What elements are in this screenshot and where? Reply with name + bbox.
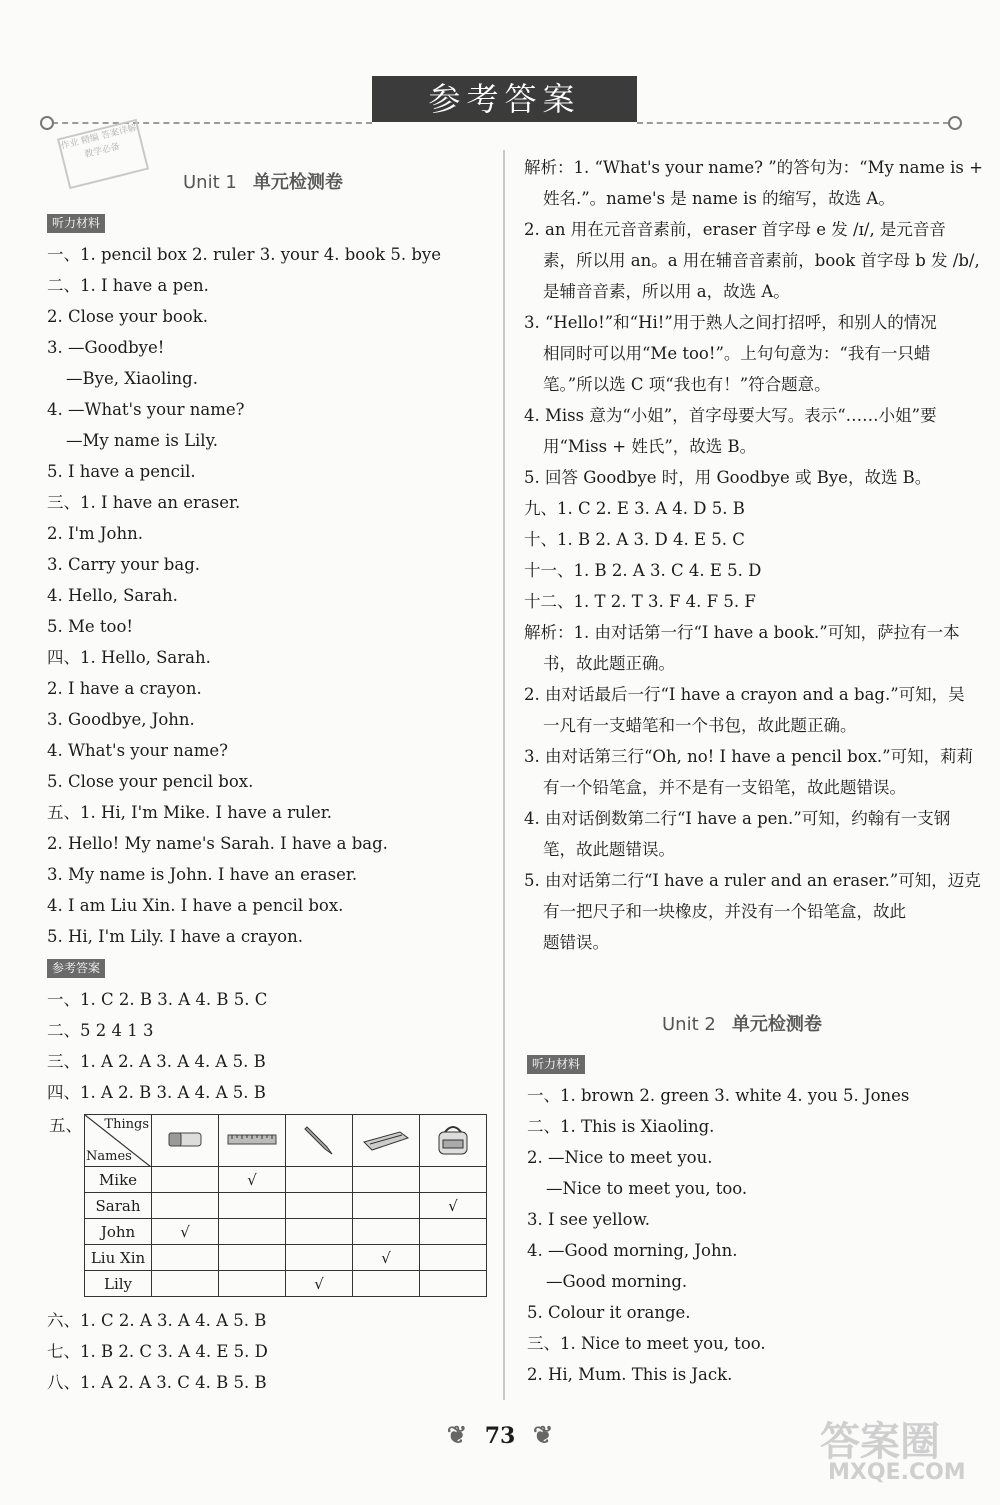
- list-item: 5. Close your pencil box.: [47, 772, 254, 791]
- list-item: 4. Miss 意为“小姐”，首字母要大写。表示“……小姐”要: [524, 406, 937, 425]
- list-item: 相同时可以用“Me too!”。上句句意为：“我有一只蜡: [543, 344, 931, 363]
- unit2-title-prefix: Unit 2: [662, 1014, 716, 1035]
- answer-table: [84, 1114, 487, 1297]
- list-item: 4. What's your name?: [47, 741, 229, 760]
- table-cell-name: Liu Xin: [85, 1245, 152, 1271]
- table-row: [85, 1167, 487, 1193]
- table-row: [85, 1193, 487, 1219]
- list-item: 2. Hi, Mum. This is Jack.: [527, 1365, 733, 1384]
- table-cell-mark: [152, 1167, 219, 1193]
- page-number-text: 73: [484, 1423, 516, 1449]
- table-cell-mark: √: [219, 1167, 286, 1193]
- list-item: 5. 由对话第二行“I have a ruler and an eraser.”可知，迈克: [524, 871, 981, 890]
- list-item: 九、1. C 2. E 3. A 4. D 5. B: [524, 499, 745, 518]
- list-item: 3. My name is John. I have an eraser.: [47, 865, 358, 884]
- list-item: 一、1. brown 2. green 3. white 4. you 5. Jones: [527, 1086, 910, 1105]
- list-item: 2. Hello! My name's Sarah. I have a bag.: [47, 834, 388, 853]
- list-item: 有一把尺子和一块橡皮，并没有一个铅笔盒，故此: [543, 902, 906, 921]
- list-item: 解析：1. “What's your name? ”的答句为：“My name is +: [524, 158, 983, 177]
- list-item: 十二、1. T 2. T 3. F 4. F 5. F: [524, 592, 756, 611]
- list-item: 4. 由对话倒数第二行“I have a pen.”可知，约翰有一支钢: [524, 809, 951, 828]
- list-item: 书，故此题正确。: [543, 654, 675, 673]
- list-item: —Nice to meet you, too.: [546, 1179, 748, 1198]
- unit1-title-suffix: 单元检测卷: [252, 172, 343, 193]
- list-item: 四、1. A 2. B 3. A 4. A 5. B: [47, 1083, 266, 1102]
- ruler-icon: [219, 1115, 286, 1167]
- divider-end-dot-right: [948, 116, 962, 130]
- table-cell-mark: [152, 1271, 219, 1297]
- list-item: 是辅音音素，所以用 a，故选 A。: [543, 282, 790, 301]
- list-item: 一、1. C 2. B 3. A 4. B 5. C: [47, 990, 268, 1009]
- list-item: 十、1. B 2. A 3. D 4. E 5. C: [524, 530, 745, 549]
- table-corner: [85, 1115, 152, 1167]
- table-cell-mark: [152, 1193, 219, 1219]
- list-item: 二、1. This is Xiaoling.: [527, 1117, 715, 1136]
- watermark-url: MXQE.COM: [828, 1460, 966, 1485]
- list-item: 解析：1. 由对话第一行“I have a book.”可知，萨拉有一本: [524, 623, 960, 642]
- listening-tag: 听力材料: [47, 214, 105, 233]
- list-item: 2. 由对话最后一行“I have a crayon and a bag.”可知，吴: [524, 685, 965, 704]
- list-item: 5. I have a pencil.: [47, 462, 196, 481]
- table-header-row: [85, 1115, 487, 1167]
- list-item: 3. Carry your bag.: [47, 555, 201, 574]
- list-item: 5. Hi, I'm Lily. I have a crayon.: [47, 927, 303, 946]
- table-row: [85, 1219, 487, 1245]
- pencil-box-icon: [353, 1115, 420, 1167]
- list-item: —Bye, Xiaoling.: [66, 369, 198, 388]
- unit1-analysis: [524, 152, 983, 958]
- bag-icon: [420, 1115, 487, 1167]
- list-item: 2. an 用在元音音素前，eraser 首字母 e 发 /ɪ/, 是元音音: [524, 220, 946, 239]
- unit1-answers-top: [47, 984, 487, 1108]
- table-cell-mark: [286, 1219, 353, 1245]
- table-cell-mark: [353, 1219, 420, 1245]
- list-item: 笔，故此题错误。: [543, 840, 675, 859]
- table-cell-mark: √: [286, 1271, 353, 1297]
- list-item: 笔。”所以选 C 项“我也有！”符合题意。: [543, 375, 831, 394]
- list-item: 4. —Good morning, John.: [527, 1241, 738, 1260]
- list-item: 四、1. Hello, Sarah.: [47, 648, 211, 667]
- table-cell-name: Mike: [85, 1167, 152, 1193]
- list-item: 5. Colour it orange.: [527, 1303, 691, 1322]
- table-cell-mark: [420, 1245, 487, 1271]
- table-row: [85, 1245, 487, 1271]
- list-item: 六、1. C 2. A 3. A 4. A 5. B: [47, 1311, 267, 1330]
- list-item: —Good morning.: [546, 1272, 688, 1291]
- table-cell-mark: [219, 1193, 286, 1219]
- table-cell-mark: [420, 1167, 487, 1193]
- table-cell-name: Sarah: [85, 1193, 152, 1219]
- publisher-stamp: 作业 精编 答案详解 教学必备: [57, 119, 149, 189]
- table-cell-mark: [420, 1271, 487, 1297]
- crayon-icon: [286, 1115, 353, 1167]
- list-item: 三、1. Nice to meet you, too.: [527, 1334, 766, 1353]
- table-cell-mark: [219, 1219, 286, 1245]
- list-item: 5. 回答 Goodbye 时，用 Goodbye 或 Bye，故选 B。: [524, 468, 932, 487]
- list-item: 七、1. B 2. C 3. A 4. E 5. D: [47, 1342, 268, 1361]
- list-item: 用“Miss + 姓氏”，故选 B。: [543, 437, 757, 456]
- header-divider-left: [52, 122, 372, 124]
- table-cell-name: Lily: [85, 1271, 152, 1297]
- table-cell-mark: √: [152, 1219, 219, 1245]
- answer-tag: 参考答案: [47, 959, 105, 978]
- table-cell-mark: [286, 1193, 353, 1219]
- list-item: 3. Goodbye, John.: [47, 710, 195, 729]
- unit2-title: [662, 1010, 822, 1036]
- eraser-icon: [152, 1115, 219, 1167]
- list-item: 二、5 2 4 1 3: [47, 1021, 154, 1040]
- unit1-listening: [47, 239, 487, 952]
- table-cell-mark: [420, 1219, 487, 1245]
- list-item: 十一、1. B 2. A 3. C 4. E 5. D: [524, 561, 762, 580]
- list-item: 4. —What's your name?: [47, 400, 245, 419]
- list-item: 五、1. Hi, I'm Mike. I have a ruler.: [47, 803, 333, 822]
- table-prefix: 五、: [49, 1116, 82, 1135]
- table-cell-mark: [353, 1271, 420, 1297]
- list-item: 姓名.”。name's 是 name is 的缩写，故选 A。: [543, 189, 895, 208]
- corner-names-label: Names: [86, 1149, 132, 1164]
- header-divider-right: [637, 122, 949, 124]
- list-item: 有一个铅笔盒，并不是有一支铅笔，故此题错误。: [543, 778, 906, 797]
- table-cell-name: John: [85, 1219, 152, 1245]
- table-cell-mark: [353, 1193, 420, 1219]
- list-item: 4. Hello, Sarah.: [47, 586, 178, 605]
- list-item: 3. —Goodbye!: [47, 338, 165, 357]
- list-item: 3. I see yellow.: [527, 1210, 650, 1229]
- list-item: —My name is Lily.: [66, 431, 218, 450]
- list-item: 八、1. A 2. A 3. C 4. B 5. B: [47, 1373, 267, 1392]
- unit2-title-suffix: 单元检测卷: [731, 1014, 822, 1035]
- list-item: 题错误。: [543, 933, 609, 952]
- list-item: 2. Close your book.: [47, 307, 208, 326]
- table-row: [85, 1271, 487, 1297]
- list-item: 二、1. I have a pen.: [47, 276, 209, 295]
- unit2-listening: [527, 1080, 967, 1390]
- divider-end-dot-left: [40, 116, 54, 130]
- unit1-title: [183, 168, 343, 194]
- unit1-title-prefix: Unit 1: [183, 172, 237, 193]
- list-item: 三、1. A 2. A 3. A 4. A 5. B: [47, 1052, 266, 1071]
- list-item: 2. I have a crayon.: [47, 679, 202, 698]
- palm-tree-icon: ❦: [532, 1420, 554, 1449]
- table-cell-mark: √: [353, 1245, 420, 1271]
- palm-tree-icon: ❦: [446, 1420, 468, 1449]
- column-divider: [503, 150, 505, 1400]
- listening-tag: 听力材料: [527, 1055, 585, 1074]
- table-cell-mark: [353, 1167, 420, 1193]
- list-item: 素，所以用 an。a 用在辅音音素前，book 首字母 b 发 /b/,: [543, 251, 980, 270]
- unit1-answers-bottom: [47, 1305, 487, 1398]
- table-cell-mark: [219, 1271, 286, 1297]
- table-cell-mark: [219, 1245, 286, 1271]
- list-item: 4. I am Liu Xin. I have a pencil box.: [47, 896, 344, 915]
- table-cell-mark: [152, 1245, 219, 1271]
- table-cell-mark: [286, 1167, 353, 1193]
- table-cell-mark: [286, 1245, 353, 1271]
- corner-things-label: Things: [104, 1117, 149, 1132]
- list-item: 一凡有一支蜡笔和一个书包，故此题正确。: [543, 716, 857, 735]
- list-item: 3. “Hello!”和“Hi!”用于熟人之间打招呼，和别人的情况: [524, 313, 937, 332]
- list-item: 三、1. I have an eraser.: [47, 493, 241, 512]
- list-item: 3. 由对话第三行“Oh, no! I have a pencil box.”可知，莉莉: [524, 747, 974, 766]
- list-item: 5. Me too!: [47, 617, 134, 636]
- list-item: 2. —Nice to meet you.: [527, 1148, 713, 1167]
- page-title: 参考答案: [372, 76, 637, 122]
- watermark-logo: 答案圈: [820, 1419, 940, 1465]
- list-item: 2. I'm John.: [47, 524, 143, 543]
- table-cell-mark: √: [420, 1193, 487, 1219]
- list-item: 一、1. pencil box 2. ruler 3. your 4. book 5. bye: [47, 245, 442, 264]
